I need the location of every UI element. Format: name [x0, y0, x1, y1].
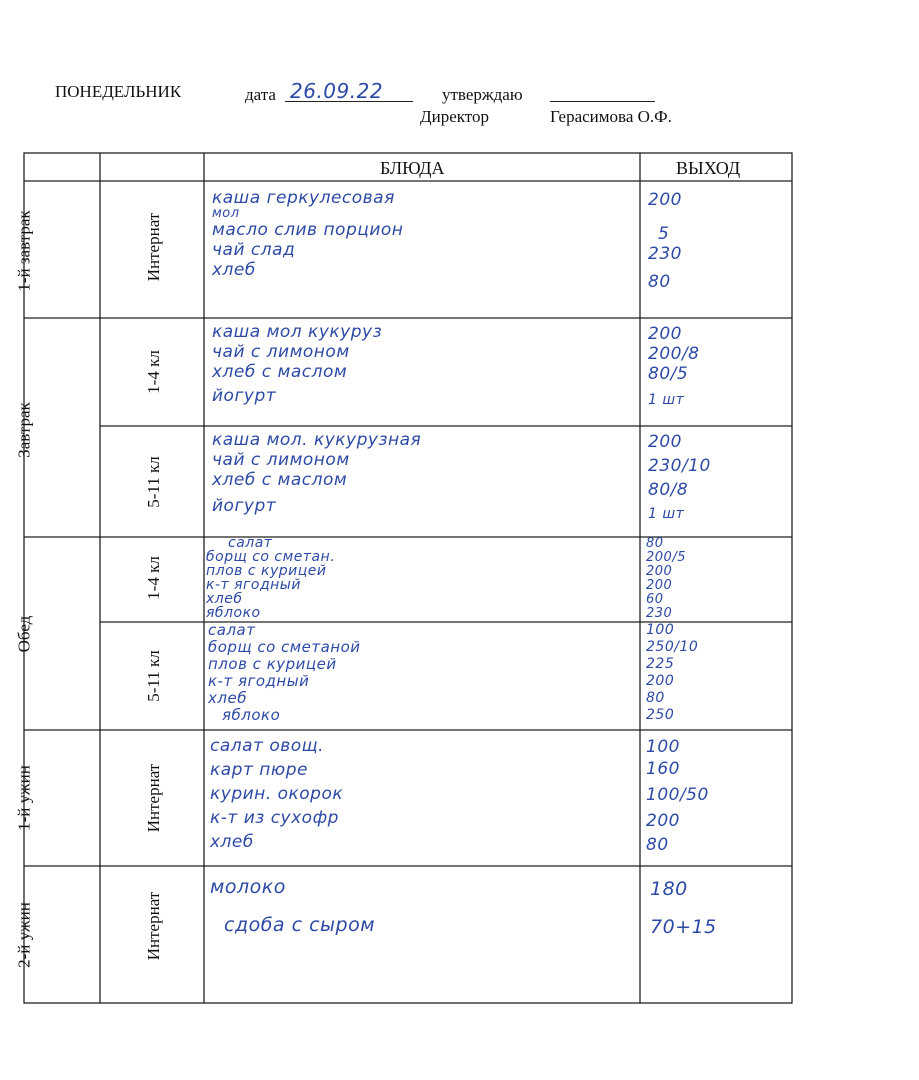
output-item: 1 шт: [648, 392, 685, 408]
dish-item: каша мол. кукурузная: [212, 430, 422, 450]
dish-item: к-т ягодный: [208, 672, 310, 690]
dish-list-lunch-5-11: [208, 622, 361, 724]
output-list-dinner-2: [650, 870, 717, 946]
dish-item: салат: [228, 535, 273, 551]
dish-list-breakfast-1-4: [212, 322, 382, 406]
dish-item: салат овощ.: [210, 736, 325, 756]
output-list-lunch-5-11: [646, 622, 698, 724]
director-title: Директор: [420, 107, 489, 126]
dish-item: хлеб с маслом: [212, 470, 348, 490]
dish-item: яблоко: [222, 706, 281, 724]
output-item: 5: [658, 224, 670, 244]
output-item: 180: [650, 878, 688, 900]
output-item: 200: [648, 432, 682, 452]
group-label-internat-1: Интернат: [144, 212, 163, 282]
output-item: 225: [646, 656, 675, 672]
dish-item: чай с лимоном: [212, 450, 350, 470]
output-item: 250: [646, 707, 675, 723]
day-of-week: ПОНЕДЕЛЬНИК: [55, 82, 182, 101]
dish-item: сдоба с сыром: [224, 914, 376, 936]
output-item: 200/8: [648, 344, 700, 364]
group-label-1-4-breakfast: 1-4 кл: [144, 350, 163, 394]
dish-list-lunch-1-4: [206, 536, 335, 620]
dish-item: карт пюре: [210, 760, 308, 780]
dish-list-dinner-1: [210, 734, 343, 854]
output-item: 80: [646, 690, 665, 706]
output-item: 230: [648, 244, 682, 264]
output-item: 100: [646, 737, 680, 757]
dish-item: к-т из сухофр: [210, 808, 339, 828]
output-list-breakfast-5-11: [648, 432, 711, 524]
dish-item: йогурт: [212, 496, 277, 516]
group-label-1-4-lunch: 1-4 кл: [144, 556, 163, 600]
director-name: Герасимова О.Ф.: [550, 107, 672, 126]
meal-label-breakfast-1: 1-й завтрак: [14, 210, 34, 292]
meal-label-dinner-1: 1-й ужин: [14, 765, 34, 831]
dish-item: хлеб: [212, 260, 256, 280]
dish-item: хлеб: [206, 591, 243, 607]
dish-item: чай с лимоном: [212, 342, 350, 362]
output-item: 200: [646, 564, 673, 579]
output-item: 80: [646, 536, 664, 551]
output-item: 200: [646, 578, 673, 593]
meal-label-breakfast: Завтрак: [14, 402, 34, 458]
output-item: 200: [646, 673, 675, 689]
dish-item: хлеб с маслом: [212, 362, 348, 382]
dish-item: йогурт: [212, 386, 277, 406]
dish-item: хлеб: [208, 689, 247, 707]
output-item: 80/5: [648, 364, 689, 384]
dish-item: каша геркулесовая: [212, 188, 395, 208]
dish-item: молоко: [210, 876, 286, 898]
date-label: дата: [245, 85, 276, 104]
output-item: 60: [646, 592, 664, 607]
output-header: ВЫХОД: [676, 158, 741, 178]
output-item: 80/8: [648, 480, 689, 500]
dish-item: плов с курицей: [206, 563, 327, 579]
dish-item: яблоко: [206, 605, 261, 621]
output-item: 250/10: [646, 639, 699, 655]
dish-item: курин. окорок: [210, 784, 344, 804]
output-item: 100/50: [646, 785, 709, 805]
meal-label-lunch: Обед: [14, 615, 34, 653]
output-item: 230/10: [648, 456, 711, 476]
output-item: 80: [648, 272, 671, 292]
dish-item: масло слив порцион: [212, 220, 404, 240]
output-list-lunch-1-4: [646, 537, 686, 621]
output-list-breakfast-1-4: [648, 324, 700, 410]
dish-item: чай слад: [212, 240, 296, 260]
output-item: [648, 210, 682, 224]
output-list-breakfast-1: [648, 190, 682, 292]
dish-item: каша мол кукуруз: [212, 322, 383, 342]
dish-item: борщ со сметан.: [206, 549, 336, 565]
dishes-header: БЛЮДА: [380, 158, 445, 178]
output-item: 200/5: [646, 550, 686, 565]
output-item: 1 шт: [648, 506, 685, 522]
dish-item: хлеб: [210, 832, 254, 852]
group-label-internat-dinner-2: Интернат: [144, 891, 163, 961]
output-item: 80: [646, 835, 669, 855]
output-item: 200: [648, 324, 682, 344]
meal-label-dinner-2: 2-й ужин: [14, 902, 34, 968]
output-item: 200: [646, 811, 680, 831]
dish-item: салат: [208, 621, 256, 639]
group-label-5-11-lunch: 5-11 кл: [144, 650, 163, 702]
output-item: 230: [646, 606, 673, 621]
group-label-5-11-breakfast: 5-11 кл: [144, 456, 163, 508]
approve-label: утверждаю: [442, 85, 523, 104]
dish-list-breakfast-1: [212, 188, 403, 280]
output-item: 100: [646, 622, 675, 638]
output-item: 70+15: [650, 916, 717, 938]
output-item: 200: [648, 190, 682, 210]
dish-list-breakfast-5-11: [212, 430, 421, 516]
dish-item: мол: [212, 206, 240, 221]
dish-item: борщ со сметаной: [208, 638, 361, 656]
dish-list-dinner-2: [210, 868, 375, 944]
group-label-internat-dinner-1: Интернат: [144, 763, 163, 833]
output-item: 160: [646, 759, 680, 779]
dish-item: плов с курицей: [208, 655, 337, 673]
date-value: 26.09.22: [290, 79, 384, 103]
dish-item: к-т ягодный: [206, 577, 301, 593]
output-list-dinner-1: [646, 736, 709, 856]
